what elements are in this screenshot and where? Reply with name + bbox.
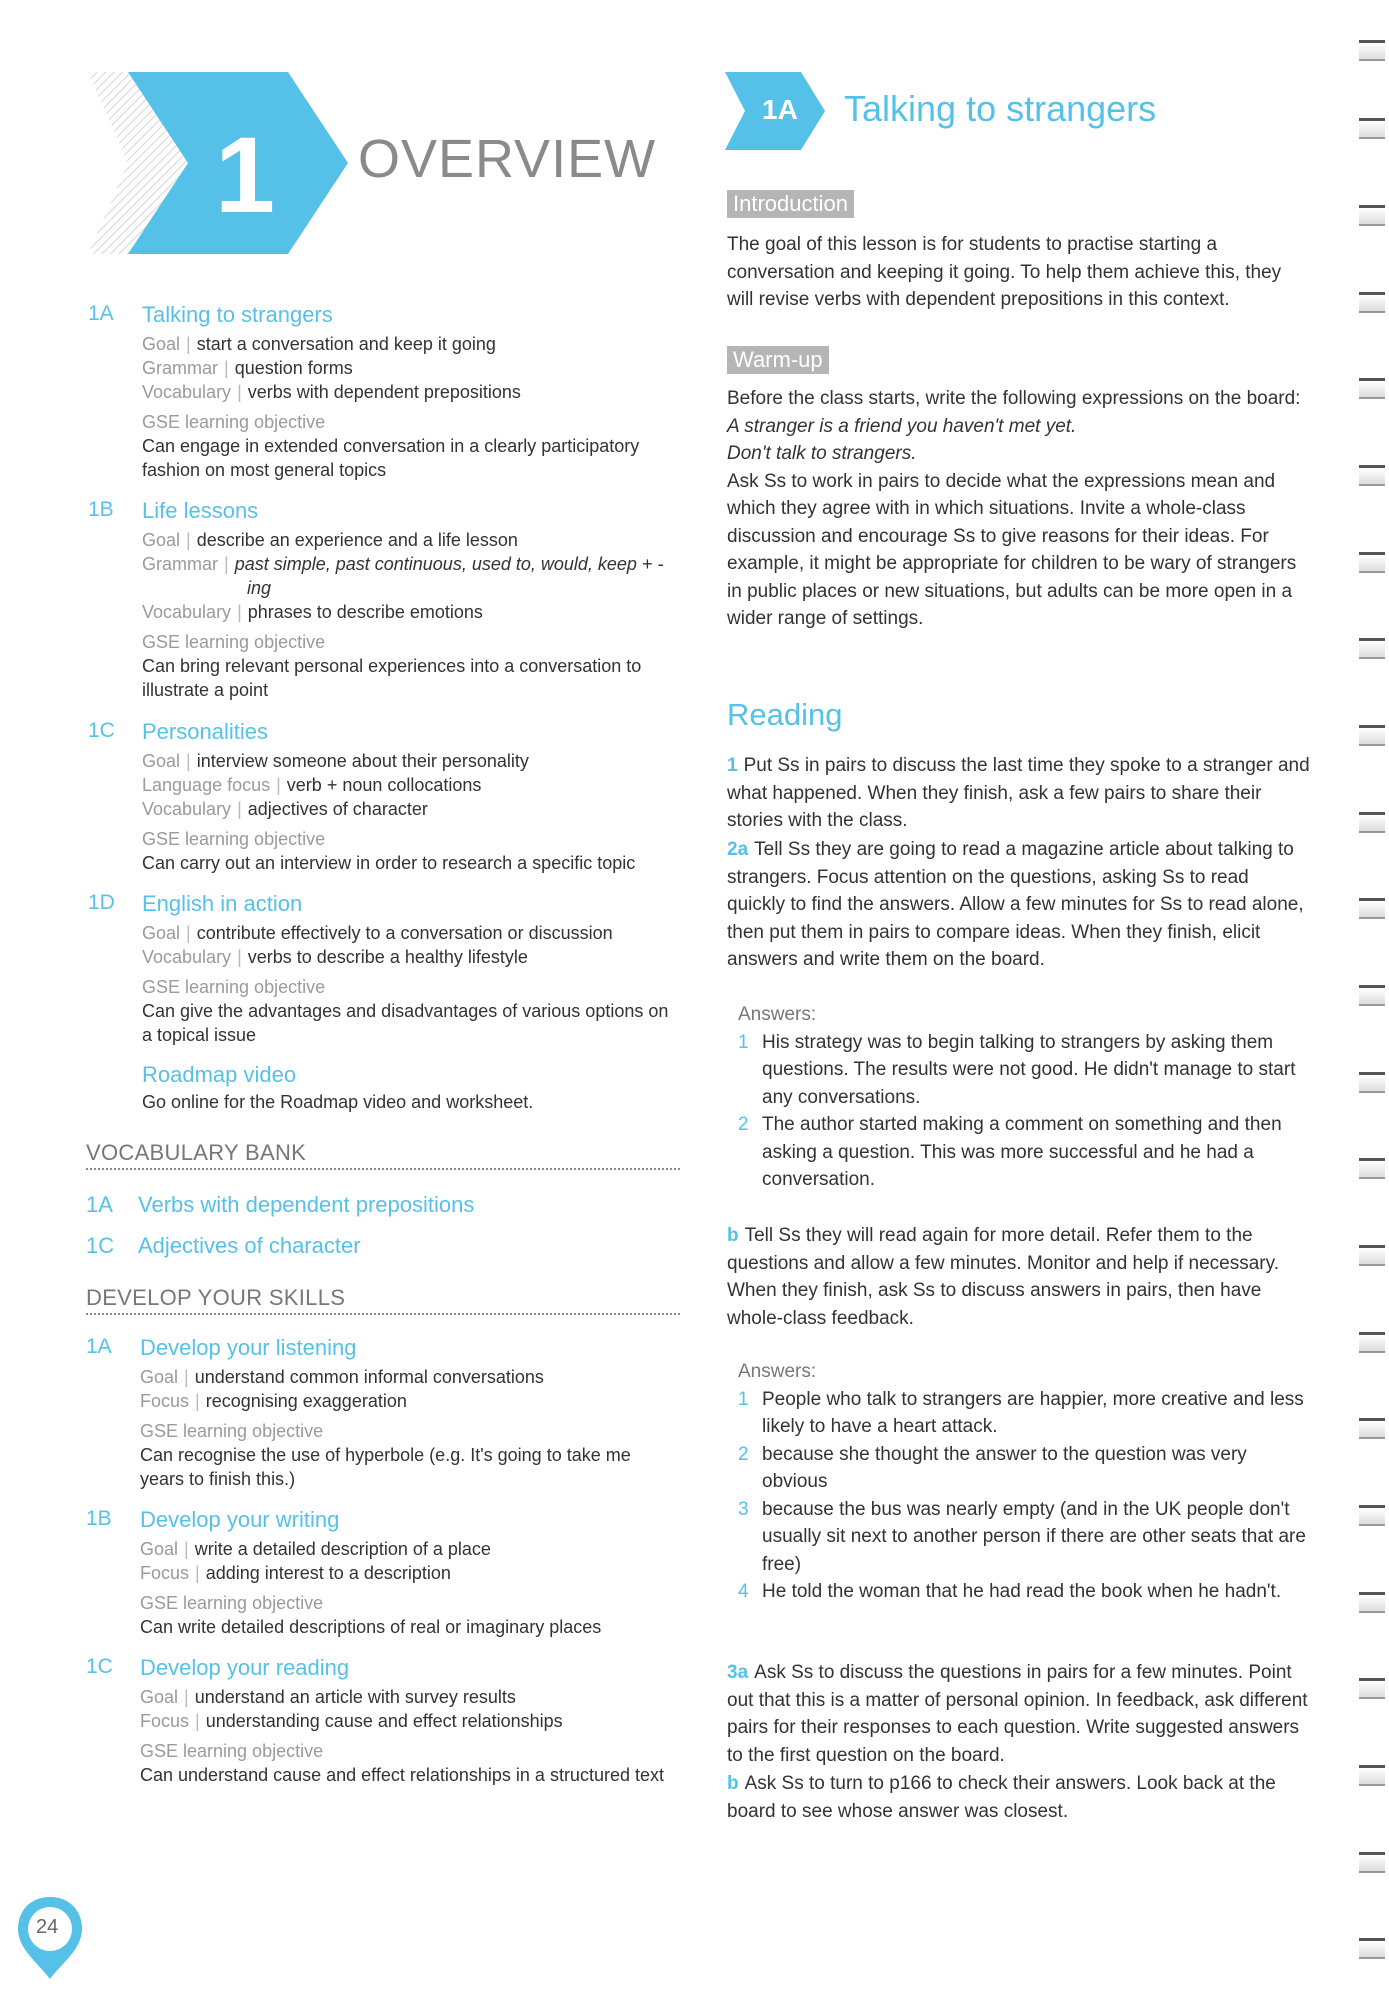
- lesson-code: 1A: [88, 302, 114, 325]
- skill-1b-block: 1B Develop your writing Goal | write a detailed description of a place Focus | adding interest to a description GSE learning objective Can write detailed descriptions of real or imaginary places: [86, 1507, 676, 1647]
- answer-item: [738, 1029, 1308, 1112]
- roadmap-video-title: Roadmap video: [142, 1062, 297, 1087]
- answer-item: [738, 1441, 1308, 1496]
- answer-text: The author started making a comment on something and then asking a question. This was more successful and he had a conversation.: [762, 1114, 1282, 1190]
- vocab-bank-item: [86, 1192, 474, 1218]
- row-label: Grammar: [142, 358, 218, 378]
- page-number: 24: [36, 1916, 59, 1938]
- gse-label: GSE learning objective: [142, 977, 326, 997]
- row-label: Vocabulary: [142, 602, 232, 622]
- answer-item: [738, 1386, 1308, 1441]
- exercise-text: Ask Ss to discuss the questions in pairs for a few minutes. Point out that this is a matter of personal opinion. In feedback, ask different pairs for their responses to each question. Write suggested answers to the first question on the board.: [727, 1662, 1308, 1766]
- exercise-number: 1: [727, 755, 738, 776]
- lesson-1d-block: 1D English in action Goal | contribute effectively to a conversation or discussion Vocabulary | verbs to describe a healthy lifestyle GSE learning objective Can give the advantages and disadvantages of various options on a topical issue: [88, 891, 678, 1051]
- answer-number: 4: [738, 1581, 749, 1602]
- row-text: understanding cause and effect relationships: [205, 1711, 563, 1731]
- answers-box-1: [738, 1001, 1308, 1194]
- warmup-quote: A stranger is a friend you haven't met yet.: [727, 415, 1077, 437]
- lesson-title: Talking to strangers: [844, 88, 1157, 129]
- lesson-code: 1C: [88, 719, 115, 742]
- row-text: past simple, past continuous, used to, would, keep + -ing: [234, 554, 664, 598]
- introduction-text: The goal of this lesson is for students to practise starting a conversation and keeping it going. To help them achieve this, they will revise verbs with dependent prepositions in this context.: [727, 234, 1282, 310]
- row-label: Goal: [142, 751, 181, 771]
- lesson-code-badge: 1A: [762, 94, 798, 125]
- warmup-quote: Don't talk to strangers.: [727, 443, 917, 464]
- lesson-title: Personalities: [142, 719, 268, 744]
- warmup-text: Before the class starts, write the following expressions on the board:: [727, 388, 1301, 409]
- vocab-title: Adjectives of character: [138, 1233, 361, 1258]
- warmup-tag: Warm-up: [727, 346, 829, 374]
- skill-1a-block: 1A Develop your listening Goal | understand common informal conversations Focus | recognising exaggeration GSE learning objective Can recognise the use of hyperbole (e.g. It's going to take me years to finish this.): [86, 1335, 676, 1495]
- row-label: Focus: [140, 1711, 190, 1731]
- skill-title: Develop your reading: [140, 1655, 350, 1680]
- row-text: start a conversation and keep it going: [196, 334, 496, 354]
- row-text: question forms: [234, 358, 353, 378]
- warmup-block: [727, 385, 1312, 633]
- row-text: verbs with dependent prepositions: [247, 382, 521, 402]
- row-text: write a detailed description of a place: [194, 1539, 491, 1559]
- skill-code: 1B: [86, 1507, 112, 1530]
- answer-text: He told the woman that he had read the book when he hadn't.: [762, 1581, 1282, 1602]
- exercise-3a: [727, 1659, 1312, 1769]
- answer-text: People who talk to strangers are happier, more creative and less likely to have a heart attack.: [762, 1388, 1304, 1437]
- answer-text: because the bus was nearly empty (and in the UK people don't usually sit next to another person if there are other seats that are free): [762, 1498, 1306, 1575]
- row-label: Focus: [140, 1391, 190, 1411]
- vocab-code: 1C: [86, 1233, 115, 1258]
- exercise-number: b: [727, 1225, 739, 1246]
- row-text: understand common informal conversations: [194, 1367, 544, 1387]
- gse-label: GSE learning objective: [142, 829, 326, 849]
- gse-label: GSE learning objective: [140, 1421, 324, 1441]
- row-text: adding interest to a description: [205, 1563, 451, 1583]
- gse-label: GSE learning objective: [142, 632, 326, 652]
- answers-heading: Answers:: [738, 1361, 817, 1382]
- row-label: Goal: [142, 530, 181, 550]
- lesson-title: English in action: [142, 891, 303, 916]
- row-label: Language focus: [142, 775, 271, 795]
- gse-text: Can write detailed descriptions of real or imaginary places: [140, 1617, 602, 1637]
- gse-label: GSE learning objective: [142, 412, 326, 432]
- exercise-number: 3a: [727, 1662, 749, 1683]
- skill-code: 1A: [86, 1335, 112, 1358]
- unit-number: 1: [215, 114, 276, 235]
- gse-text: Can bring relevant personal experiences into a conversation to illustrate a point: [142, 656, 642, 700]
- vocabulary-bank-heading: VOCABULARY BANK: [86, 1140, 680, 1170]
- vocab-code: 1A: [86, 1192, 113, 1217]
- lesson-1b-block: 1B Life lessons Goal | describe an experience and a life lesson Grammar | past simple, past continuous, used to, would, keep + -ing Vocabulary | phrases to describe emotions GSE learning objective Can bring relevant personal experiences into a conversation to illustrate a point: [88, 498, 678, 708]
- exercise-text: Put Ss in pairs to discuss the last time they spoke to a stranger and what happened. When they finish, ask a few pairs to share their stories with the class.: [727, 755, 1310, 831]
- answer-text: His strategy was to begin talking to strangers by asking them questions. The results were not good. He didn't manage to start any conversations.: [762, 1031, 1296, 1108]
- row-label: Grammar: [142, 554, 218, 574]
- row-label: Vocabulary: [142, 382, 232, 402]
- lesson-title: Life lessons: [142, 498, 259, 523]
- roadmap-video-text: Go online for the Roadmap video and worksheet.: [142, 1092, 534, 1112]
- row-text: contribute effectively to a conversation or discussion: [196, 923, 613, 943]
- row-label: Vocabulary: [142, 947, 232, 967]
- answer-item: [738, 1496, 1308, 1579]
- row-label: Goal: [140, 1539, 179, 1559]
- introduction-tag: Introduction: [727, 190, 854, 218]
- exercise-text: Ask Ss to turn to p166 to check their answers. Look back at the board to see whose answer was closest.: [727, 1773, 1276, 1822]
- row-label: Focus: [140, 1563, 190, 1583]
- exercise-number: 2a: [727, 839, 749, 860]
- row-text: understand an article with survey results: [194, 1687, 516, 1707]
- skill-title: Develop your writing: [140, 1507, 340, 1532]
- exercise-text: Tell Ss they will read again for more detail. Refer them to the questions and allow a few minutes. Monitor and help if necessary. When they finish, ask Ss to discuss answers in pairs, then have whole-class feedback.: [727, 1225, 1280, 1329]
- row-text: recognising exaggeration: [205, 1391, 407, 1411]
- gse-text: Can give the advantages and disadvantages of various options on a topical issue: [142, 1001, 669, 1045]
- spiral-binding: [1355, 0, 1389, 2000]
- lesson-code: 1B: [88, 498, 114, 521]
- row-label: Vocabulary: [142, 799, 232, 819]
- answer-item: [738, 1578, 1308, 1606]
- exercise-number: b: [727, 1773, 739, 1794]
- row-text: verbs to describe a healthy lifestyle: [247, 947, 528, 967]
- answer-number: 2: [738, 1114, 749, 1135]
- row-text: verb + noun collocations: [286, 775, 482, 795]
- exercise-2a: [727, 836, 1312, 974]
- gse-text: Can engage in extended conversation in a clearly participatory fashion on most general topics: [142, 436, 640, 480]
- row-label: Goal: [142, 923, 181, 943]
- develop-skills-heading: DEVELOP YOUR SKILLS: [86, 1285, 680, 1315]
- row-text: adjectives of character: [247, 799, 428, 819]
- gse-text: Can understand cause and effect relationships in a structured text: [140, 1765, 664, 1785]
- answer-number: 1: [738, 1388, 749, 1410]
- answer-number: 3: [738, 1498, 749, 1520]
- answers-heading: Answers:: [738, 1004, 817, 1025]
- answer-text: because she thought the answer to the question was very obvious: [762, 1443, 1247, 1492]
- gse-label: GSE learning objective: [140, 1741, 324, 1761]
- exercise-1: [727, 752, 1312, 835]
- answer-item: [738, 1111, 1308, 1194]
- answer-number: 2: [738, 1443, 749, 1465]
- lesson-1c-block: 1C Personalities Goal | interview someone about their personality Language focus | verb + noun collocations Vocabulary | adjectives of character GSE learning objective Can carry out an interview in order to research a specific topic: [88, 719, 678, 879]
- skill-code: 1C: [86, 1655, 113, 1678]
- gse-text: Can carry out an interview in order to research a specific topic: [142, 853, 636, 873]
- row-label: Goal: [140, 1367, 179, 1387]
- warmup-text: Ask Ss to work in pairs to decide what the expressions mean and which they agree with in which situations. Invite a whole-class discussion and encourage Ss to give reasons for their ideas. For example, it might be appropriate for children to be wary of strangers in public places or new situations, but adults can be more open in a wider range of settings.: [727, 470, 1297, 629]
- row-text: describe an experience and a life lesson: [196, 530, 518, 550]
- exercise-3b: [727, 1770, 1312, 1825]
- row-label: Goal: [142, 334, 181, 354]
- gse-label: GSE learning objective: [140, 1593, 324, 1613]
- reading-heading: Reading: [727, 697, 843, 732]
- exercise-text: Tell Ss they are going to read a magazine article about talking to strangers. Focus attention on the questions, asking Ss to read quickly to find the answers. Allow a few minutes for Ss to read alone, then put them in pairs to compare ideas. When they finish, elicit answers and write them on the board.: [727, 839, 1304, 970]
- gse-text: Can recognise the use of hyperbole (e.g. It's going to take me years to finish this.): [140, 1445, 631, 1489]
- lesson-1a-block: 1A Talking to strangers Goal | start a conversation and keep it going Grammar | question forms Vocabulary | verbs with dependent prepositions GSE learning objective Can engage in extended conversation in a clearly participatory fashion on most general topics: [88, 302, 678, 482]
- vocab-title: Verbs with dependent prepositions: [138, 1192, 475, 1217]
- answers-box-2: [738, 1358, 1308, 1606]
- exercise-2b: [727, 1222, 1312, 1332]
- row-text: phrases to describe emotions: [247, 602, 483, 622]
- overview-heading: OVERVIEW: [358, 129, 657, 189]
- answer-number: 1: [738, 1031, 749, 1053]
- lesson-title: Talking to strangers: [142, 302, 333, 327]
- row-text: interview someone about their personality: [196, 751, 529, 771]
- lesson-code: 1D: [88, 891, 115, 914]
- skill-title: Develop your listening: [140, 1335, 357, 1360]
- skill-1c-block: 1C Develop your reading Goal | understand an article with survey results Focus | understanding cause and effect relationships GSE learning objective Can understand cause and effect relationships in a structured text: [86, 1655, 676, 1815]
- vocab-bank-item: [86, 1233, 361, 1259]
- row-label: Goal: [140, 1687, 179, 1707]
